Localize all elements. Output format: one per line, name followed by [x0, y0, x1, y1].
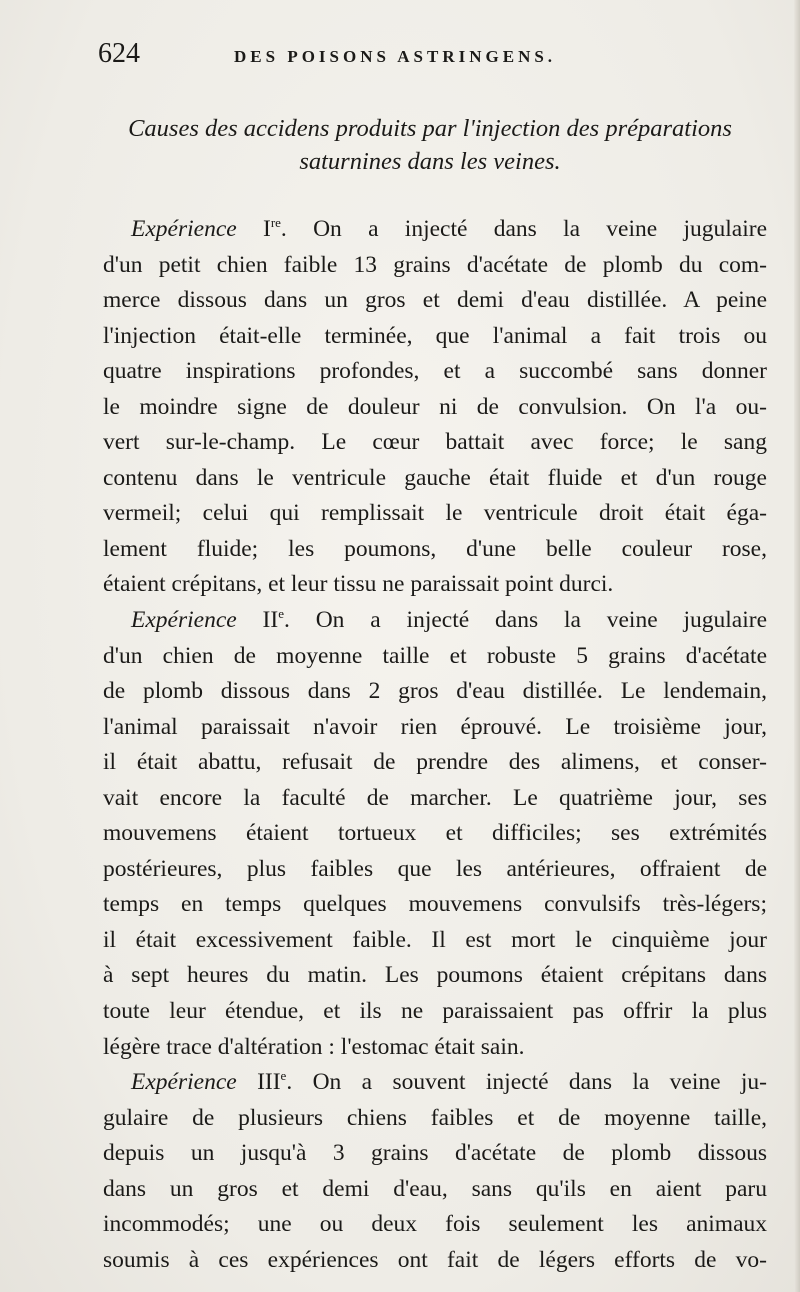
section-heading-line-1: Causes des accidens produits par l'injection des préparations [128, 115, 732, 142]
experiment-numeral: I [262, 216, 271, 242]
section-heading-line-2: saturnines dans les veines. [299, 148, 561, 175]
running-head [98, 38, 758, 78]
text-line: vait encore la faculté de marcher. Le quatrième jour, ses [103, 784, 767, 811]
text-line: d'un petit chien faible 13 grains d'acétate de plomb du com- [103, 251, 767, 278]
paragraph-first-line [103, 603, 767, 639]
text-line: gulaire de plusieurs chiens faibles et de moyenne taille, [103, 1104, 767, 1131]
body-text [103, 212, 767, 1278]
text-line: le moindre signe de douleur ni de convulsion. On l'a ou- [103, 393, 767, 420]
text-line: depuis un jusqu'à 3 grains d'acétate de plomb dissous [103, 1140, 767, 1167]
text-line: d'un chien de moyenne taille et robuste 5 grains d'acétate [103, 642, 767, 669]
text-line: de plomb dissous dans 2 gros d'eau distillée. Le lendemain, [103, 678, 767, 705]
text-line: vert sur-le-champ. Le cœur battait avec force; le sang [103, 429, 767, 456]
paragraph-lead: . On a injecté dans la veine jugulaire [280, 216, 768, 242]
text-line: il était abattu, refusait de prendre des alimens, et conser- [103, 749, 767, 776]
text-line: l'animal paraissait n'avoir rien éprouvé. Le troisième jour, [103, 713, 767, 740]
paragraph-lead: . On a souvent injecté dans la veine ju- [286, 1069, 768, 1096]
text-line: il était excessivement faible. Il est mort le cinquième jour [103, 926, 767, 953]
page-edge [794, 0, 800, 1292]
experiment-label: Expérience [131, 216, 237, 242]
text-line: lement fluide; les poumons, d'une belle couleur rose, [103, 535, 767, 562]
text-line: soumis à ces expériences ont fait de légers efforts de vo- [103, 1246, 767, 1273]
text-line: incommodés; une ou deux fois seulement les animaux [103, 1211, 767, 1238]
numeral-suffix: re [270, 215, 281, 231]
numeral-suffix: e [280, 1068, 287, 1084]
text-line: temps en temps quelques mouvemens convulsifs très-légers; [103, 891, 767, 918]
text-line: merce dissous dans un gros et demi d'eau distillée. A peine [103, 287, 767, 314]
text-line: dans un gros et demi d'eau, sans qu'ils en aient paru [103, 1175, 767, 1202]
text-line: quatre inspirations profondes, et a succombé sans donner [103, 358, 767, 385]
paragraph-first-line [103, 1065, 767, 1101]
text-line: mouvemens étaient tortueux et difficiles; ses extrémités [103, 820, 767, 847]
numeral-suffix: e [278, 606, 284, 622]
paragraph-first-line [103, 212, 767, 248]
experiment-label: Expérience [131, 1069, 237, 1096]
text-line: à sept heures du matin. Les poumons étaient crépitans dans [103, 962, 767, 989]
experiment-numeral: II [262, 607, 279, 634]
paragraph-lead: . On a injecté dans la veine jugulaire [283, 607, 768, 634]
text-line: contenu dans le ventricule gauche était fluide et d'un rouge [103, 464, 767, 491]
text-line: légère trace d'altération : l'estomac était sain. [103, 1033, 525, 1060]
text-line: étaient crépitans, et leur tissu ne paraissait point durci. [103, 571, 614, 598]
running-title: DES POISONS ASTRINGENS. [234, 47, 557, 66]
text-line: toute leur étendue, et ils ne paraissaient pas offrir la plus [103, 998, 767, 1025]
text-line: postérieures, plus faibles que les antérieures, offraient de [103, 855, 767, 882]
section-heading [96, 112, 764, 178]
page-number: 624 [98, 38, 140, 69]
experiment-label: Expérience [131, 607, 237, 634]
experiment-numeral: III [257, 1069, 281, 1096]
text-line: l'injection était-elle terminée, que l'animal a fait trois ou [103, 322, 767, 349]
text-line: vermeil; celui qui remplissait le ventricule droit était éga- [103, 500, 767, 527]
